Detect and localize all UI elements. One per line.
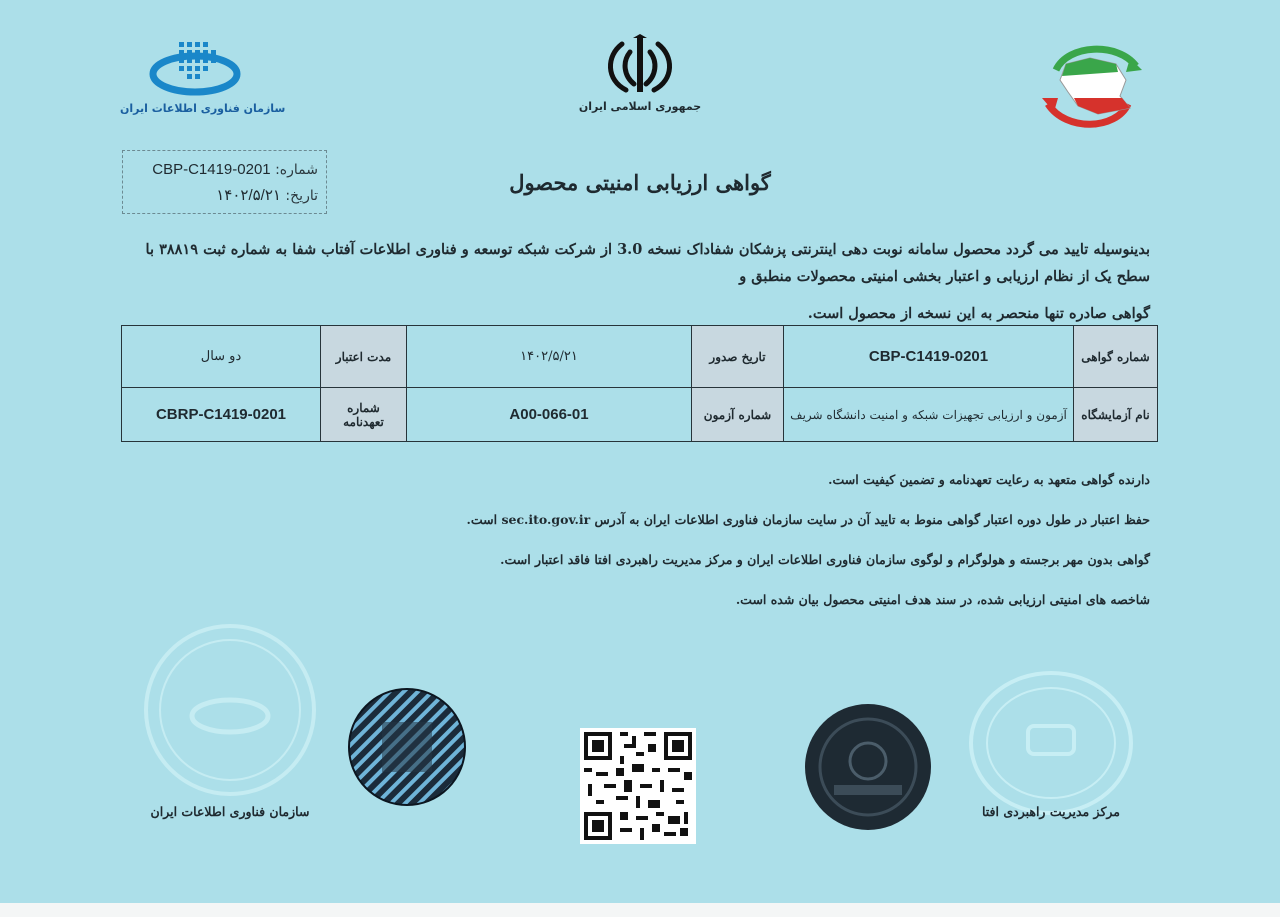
note-security-indicators: شاخصه های امنیتی ارزیابی شده، در سند هدف امنیتی محصول بیان شده است. [735,592,1150,607]
issue-date-cell: ۱۴۰۲/۵/۲۱ [407,326,692,388]
note-commitment: دارنده گواهی متعهد به رعایت تعهدنامه و تضمین کیفیت است. [828,472,1150,487]
certificate-notes [450,466,1150,626]
number-value: CBP-C1419-0201 [152,161,271,178]
national-emblem [565,34,715,113]
validity-cell: دو سال [122,326,321,388]
test-number-cell: A00-066-01 [407,388,692,442]
lab-name-header: نام آزمایشگاه [1074,388,1158,442]
certificate-body [120,236,1150,327]
iran-map-arrows-icon [1038,40,1148,132]
table-row [122,326,1158,388]
test-number-header: شماره آزمون [692,388,784,442]
ito-logo-caption: سازمان فناوری اطلاعات ایران [120,102,286,115]
qr-code [580,728,696,844]
right-seal-caption: مرکز مدیریت راهبردی افتا [981,804,1120,819]
commitment-number-cell: CBRP-C1419-0201 [122,388,321,442]
note-seal-requirement: گواهی بدون مهر برجسته و هولوگرام و لوگوی سازمان فناوری اطلاعات ایران و مرکز مدیریت راهبردی افتا فاقد اعتبار است. [500,552,1150,567]
dark-holographic-seal [804,703,932,831]
issue-date-header: تاریخ صدور [692,326,784,388]
date-value: ۱۴۰۲/۵/۲۱ [216,187,281,204]
hologram-sticker [348,688,466,806]
body-line-1: بدینوسیله تایید می گردد محصول سامانه نوبت دهی اینترنتی پزشکان شفاداک نسخه 3.0 از شرکت شبکه توسعه و فناوری اطلاعات آفتاب شفا به شماره ثبت ۳۸۸۱۹ با سطح یک از نظام ارزیابی و اعتبار بخشی امنیتی محصولات منطبق و [145,241,1150,285]
left-seal-caption: سازمان فناوری اطلاعات ایران [150,804,310,819]
body-line-2: گواهی صادره تنها منحصر به این نسخه از محصول است. [807,305,1150,322]
ito-embossed-seal [132,620,328,800]
emblem-caption: جمهوری اسلامی ایران [578,100,702,113]
ito-logo [120,40,286,115]
lab-name-cell: آزمون و ارزیابی تجهیزات شبکه و امنیت دانشگاه شریف [784,388,1074,442]
cert-number-header: شماره گواهی [1074,326,1158,388]
validity-header: مدت اعتبار [321,326,407,388]
scan-bottom-edge [0,903,1280,917]
cert-number-cell: CBP-C1419-0201 [784,326,1074,388]
number-label: شماره: [275,162,318,178]
table-row [122,388,1158,442]
emblem-icon [600,34,680,96]
note-validity-website: حفظ اعتبار در طول دوره اعتبار گواهی منوط به تایید آن در سایت سازمان فناوری اطلاعات ایران به آدرس sec.ito.gov.ir است. [466,512,1150,527]
certificate-title: گواهی ارزیابی امنیتی محصول [509,170,771,195]
ito-logo-icon [145,40,245,98]
afta-embossed-seal [966,668,1136,818]
date-label: تاریخ: [285,188,318,204]
cyber-map-logo [1038,40,1148,136]
certificate-info-table [121,325,1158,442]
commitment-number-header: شماره تعهدنامه [321,388,407,442]
